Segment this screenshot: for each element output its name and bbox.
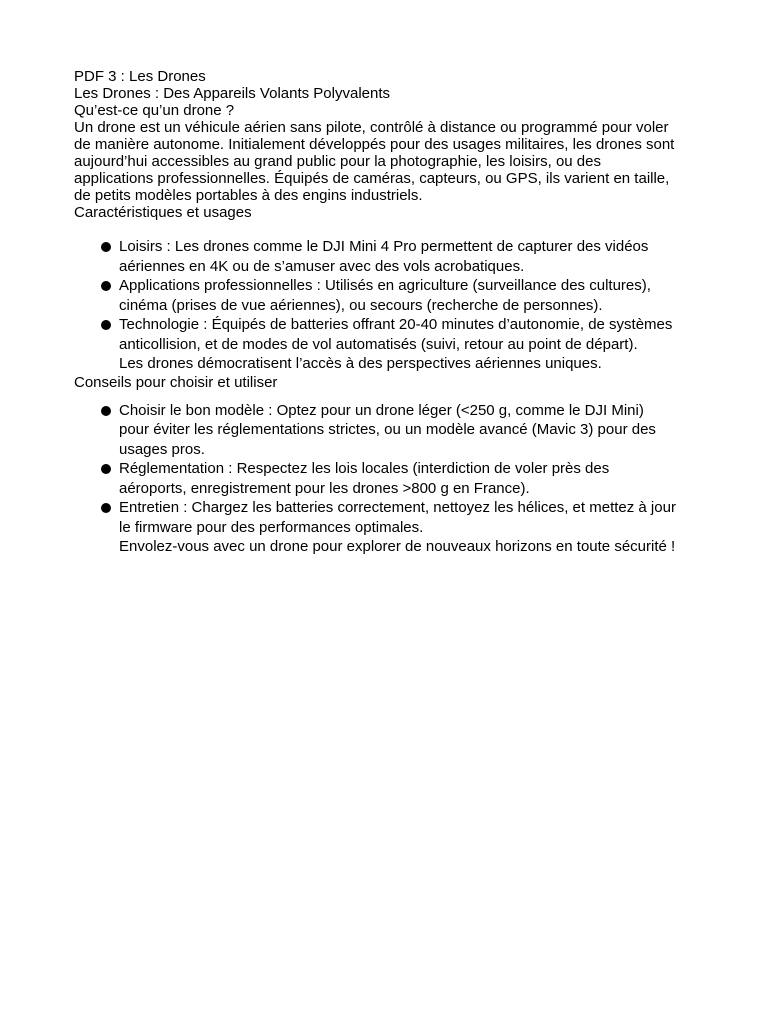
list-item: [74, 276, 704, 315]
intro-line: applications professionnelles. Équipés de caméras, capteurs, ou GPS, ils varient en taille,: [74, 170, 670, 187]
list-item: [74, 498, 704, 557]
list-item-line: anticollision, et de modes de vol automatisés (suivi, retour au point de départ).: [119, 335, 638, 353]
bullet-icon: [101, 406, 111, 416]
list-item: [74, 237, 704, 276]
bullet-icon: [101, 281, 111, 291]
intro-line: de petits modèles portables à des engins industriels.: [74, 187, 423, 204]
bullet-icon: [101, 503, 111, 513]
list-item-line: aériennes en 4K ou de s’amuser avec des vols acrobatiques.: [119, 257, 525, 275]
intro-line: aujourd’hui accessibles au grand public pour la photographie, les loisirs, ou des: [74, 153, 601, 170]
list-item-line: Réglementation : Respectez les lois locales (interdiction de voler près des: [119, 460, 610, 477]
list-item-line: cinéma (prises de vue aériennes), ou secours (recherche de personnes).: [119, 296, 603, 314]
list-item-line: Applications professionnelles : Utilisés en agriculture (surveillance des cultures),: [119, 277, 651, 294]
section-title-advice: Conseils pour choisir et utiliser: [74, 373, 278, 391]
document-page: [74, 68, 704, 557]
intro-line: Un drone est un véhicule aérien sans pilote, contrôlé à distance ou programmé pour voler: [74, 119, 669, 136]
document-title: PDF 3 : Les Drones: [74, 68, 206, 85]
advice-closing-line: Envolez-vous avec un drone pour explorer de nouveaux horizons en toute sécurité !: [119, 538, 676, 555]
bullet-icon: [101, 464, 111, 474]
list-item-line: le firmware pour des performances optimales.: [119, 518, 424, 536]
question-heading: Qu’est-ce qu’un drone ?: [74, 102, 235, 119]
section-title-usages: Caractéristiques et usages: [74, 204, 252, 221]
intro-paragraph: [74, 119, 704, 204]
list-item-line: pour éviter les réglementations strictes, ou un modèle avancé (Mavic 3) pour des: [119, 421, 656, 438]
list-item: [74, 459, 704, 498]
advice-list: [74, 401, 704, 557]
bullet-icon: [101, 320, 111, 330]
list-item: [74, 401, 704, 460]
intro-line: de manière autonome. Initialement développés pour des usages militaires, les drones sont: [74, 136, 675, 153]
list-item-line: Choisir le bon modèle : Optez pour un drone léger (<250 g, comme le DJI Mini): [119, 401, 644, 419]
bullet-icon: [101, 242, 111, 252]
list-item: [74, 315, 704, 374]
usages-closing-line: Les drones démocratisent l’accès à des perspectives aériennes uniques.: [119, 355, 602, 372]
list-item-line: Entretien : Chargez les batteries correctement, nettoyez les hélices, et mettez à jour: [119, 499, 676, 516]
list-item-line: Loisirs : Les drones comme le DJI Mini 4 Pro permettent de capturer des vidéos: [119, 238, 649, 255]
article-heading: Les Drones : Des Appareils Volants Polyvalents: [74, 85, 391, 102]
list-item-line: Technologie : Équipés de batteries offrant 20-40 minutes d’autonomie, de systèmes: [119, 316, 673, 333]
list-item-line: usages pros.: [119, 440, 205, 458]
list-item-line: aéroports, enregistrement pour les drones >800 g en France).: [119, 479, 530, 497]
usages-list: [74, 237, 704, 374]
